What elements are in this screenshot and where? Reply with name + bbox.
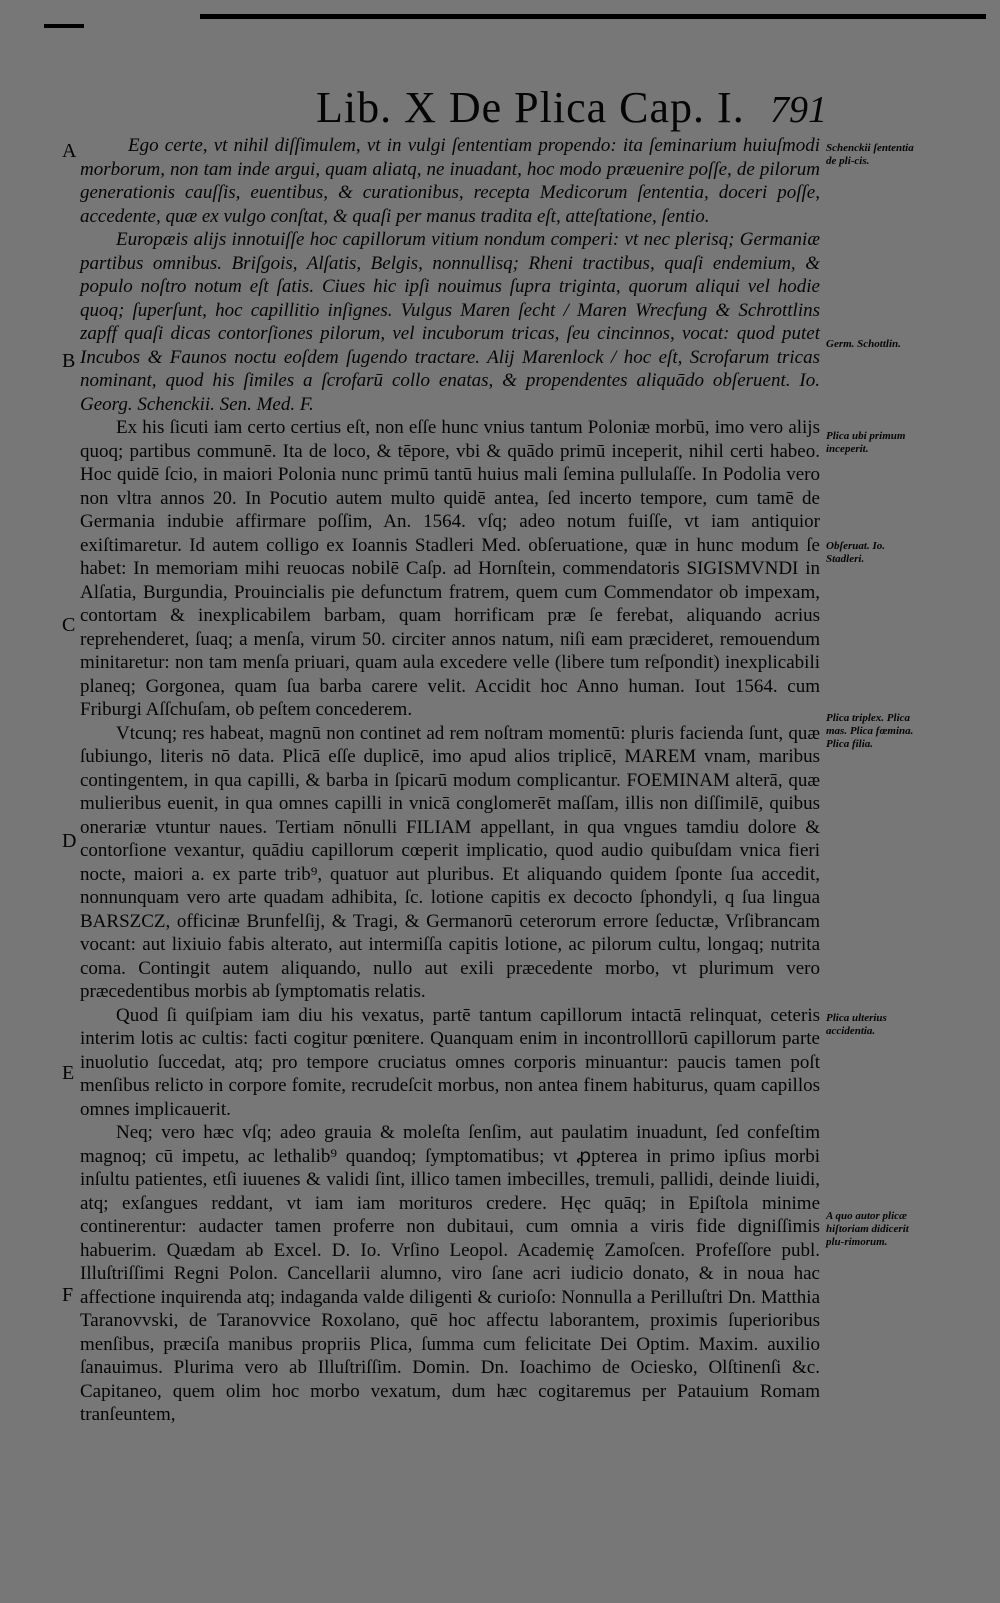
side-note: Plica ubi primum inceperit. <box>826 430 906 455</box>
side-note: Germ. Schottlin. <box>826 338 901 350</box>
page-number: 791 <box>770 89 827 131</box>
side-note: Schenckii ſententia de pli-cis. <box>826 142 914 167</box>
side-note: Plica triplex. Plica mas. Plica fœmina. Plica filia. <box>826 712 914 750</box>
side-note: Obſeruat. Io. Stadleri. <box>826 540 885 565</box>
paragraph: Ego certe, vt nihil diſſimulem, vt in vulgi ſententiam propendo: ita ſeminarium huiuſmodi morborum, non tam inde argui, quam aliatq, ne inuadant, hoc modo præuenire poſſe, de pilorum generationis cauſſis, euentibus, & curationibus, recepta Medicorum ſententia, doceri poſſe, accedente, quæ ex vulgo conſtat, & quaſi per manus tradita eſt, atteſtatione, ſentio. <box>80 135 820 227</box>
margin-letter-f: F <box>62 1284 74 1306</box>
running-title: Lib. X De Plica Cap. I. <box>316 83 745 132</box>
top-rule <box>200 14 986 19</box>
side-note: Plica ulterius accidentia. <box>826 1012 887 1037</box>
paragraph: Ex his ſicuti iam certo certius eſt, non eſſe hunc vnius tantum Poloniæ morbū, imo vero alijs quoq; partibus communē. Ita de loco, & tēpore, vbi & quādo primū inceperit, nihil certi habeo. Hoc quidē ſcio, in maiori Polonia nunc primū tantū huius mali ſemina pullulaſſe. In Podolia vero non vltra annos 20. In Pocutio autem multo quidē antea, ſed incerto tempore, cum tamē de Germania indubie affirmare poſſim, An. 1564. vſq; adeo notum fuiſſe, vt iam antiquior exiſtimaretur. Id autem colligo ex Ioannis Stadleri Med. obſeruatione, quæ in hunc modum ſe habet: In memoriam mihi reuocas nobilē Caſp. ad Hornſtein, commendatoris SIGISMVNDI in Alſatia, Burgundia, Prouincialis pie defunctum fratrem, quem cum Commendator ob impexam, contortam & inexplicabilem barbam, quam horrificam præ ſe ferebat, aliquando acrius reprehenderet, ſuaq; a menſa, virum 50. circiter annos natum, niſi eam præcideret, remouendum minitaretur: non tam menſa priuari, quam aula excedere velle (libere tum reſpondit) inexplicabili planeq; Gorgonea, quam ſua barba carere velit. Accidit hoc Anno human. Iout 1564. cum Friburgi Aſſchuſam, ob peſtem concederem. <box>80 417 820 720</box>
top-left-rule <box>44 24 84 28</box>
body-text <box>80 134 820 1427</box>
side-note: A quo autor plicæ hiſtoriam didicerit plu-rimorum. <box>826 1210 909 1248</box>
margin-letter-e: E <box>62 1062 75 1084</box>
paragraph: Quod ſi quiſpiam iam diu his vexatus, partē tantum capillorum intactā relinquat, ceteris interim lotis ac cultis: facti cogitur pœnitere. Quanquam enim in incontrolllorū capillorum parte inuolutio ſuccedat, atq; pro tempore cruciatus omnes corporis minuantur: paucis tamen poſt menſibus relicto in corpore fomite, recrudeſcit morbus, non antea finem habiturus, quam capillos omnes implicauerit. <box>80 1004 820 1120</box>
paragraph: Europæis alijs innotuiſſe hoc capillorum vitium nondum comperi: vt nec plerisq; Germaniæ partibus omnibus. Briſgois, Alſatis, Belgis, nonnullisq; Rheni tractibus, quaſi endemium, & populo noſtro notum eſt ſatis. Ciues hic ipſi nouimus ſupra triginta, quorum aliqui vel hodie quoq; ſuperſunt, hoc capillitio inſignes. Vulgus Maren ſecht / Maren Wrecfung & Schrottlins zapff quaſi dicas contorſiones pilorum, vel incuborum tricas, ſeu cincinnos, vocat: quod putet Incubos & Faunos noctu eoſdem ſugendo tractare. Alij Marenlock / hoc eſt, Scrofarum tricas nominant, quod his ſimiles a ſcrofarū collo enatas, & propendentes aliquādo obſeruent. Io. Georg. Schenckii. Sen. Med. F. <box>80 229 820 415</box>
margin-letter-c: C <box>62 614 76 636</box>
paragraph: Vtcunq; res habeat, magnū non continet ad rem noſtram momentū: pluris facienda ſunt, quæ ſubiungo, literis nō data. Plicā eſſe duplicē, imo apud alios triplicē, MAREM vnam, maribus contingentem, in qua capilli, & barba in ſpicarū modum complicantur. FOEMINAM alterā, quæ mulieribus euenit, in qua omnes capilli in vnicā conglomerēt maſſam, illis non diſſimilē, quibus onerariæ vtuntur naues. Tertiam nōnulli FILIAM appellant, in qua vngues tamdiu dolore & contorſione vexantur, quādiu capillorum cœperit implicatio, quod audio quibuſdam vnica fieri nocte, maiori a. ex parte trib⁹, quatuor aut pluribus. Et aliquando quidem ſponte ſua accedit, nonnunquam vero arte quadam adhibita, ſc. lotione capitis ex decocto ſphondyli, q ſua lingua BARSZCZ, officinæ Brunfelſij, & Tragi, & Germanorū ceterorum errore ſeductæ, Vrſibrancam vocant: aut lixiuio fabis alterato, aut intermiſſa capitis lotione, ac pilorum cultu, longaq; nutrita coma. Contingit autem aliquando, nullo aut exili præcedente morbo, vt plurimum vero præcedentibus morbis ab ſymptomatis relatis. <box>80 722 820 1002</box>
paragraph: Neq; vero hæc vſq; adeo grauia & moleſta ſenſim, aut paulatim inuadunt, ſed confeſtim magnoq; cū impetu, ac lethalib⁹ quandoq; ſymptomatibus; vt ꝓpterea in primo ipſius morbi inſultu patientes, etſi iuuenes & validi ſint, illico tamen imbecilles, tremuli, pallidi, deinde liuidi, atq; exſangues reddant, vt iam iam morituros credere. Hęc quāq; in Epiſtola minime continerentur: audacter tamen proferre non dubitaui, cum omnia a viris fide digniſſimis habuerim. Quædam ab Excel. D. Io. Vrſino Leopol. Academię Zamoſcen. Profeſſore publ. Illuſtriſſimi Regni Polon. Cancellarii alumno, viro ſane acri iudicio donato, & in noua hac affectione inquirenda atq; indaganda valde diligenti & curioſo: Nonnulla a Perilluſtri Dn. Matthia Taranovvski, de Taranovvice Roxolano, quē hoc affectu laborantem, proximis ſuperioribus menſibus, præciſa manibus propriis Plica, ſumma cum felicitate Dei Optim. Maxim. auxilio ſanauimus. Plurima vero ab Illuſtriſſim. Domin. Dn. Ioachimo de Ociesko, Olſtinenſi &c. Capitaneo, quem olim hoc morbo vexatum, dum hæc cogitaremus per Patauium Romam tranſeuntem, <box>80 1122 820 1425</box>
margin-letter-a: A <box>62 140 77 162</box>
margin-letter-d: D <box>62 830 77 852</box>
margin-letter-b: B <box>62 350 76 372</box>
